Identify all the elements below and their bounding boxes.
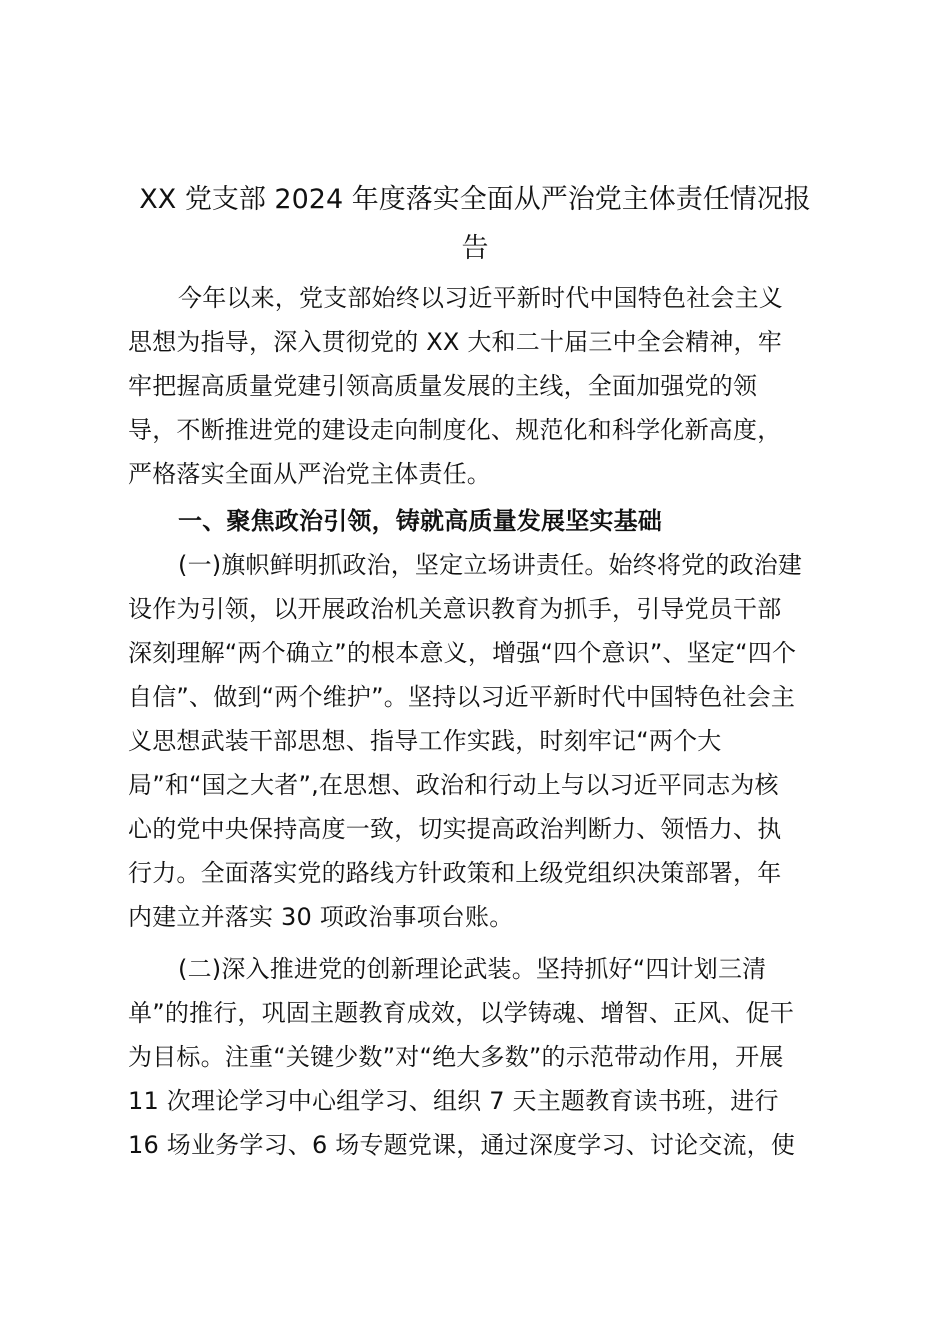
paragraph-line: 16 场业务学习、6 场专题党课，通过深度学习、讨论交流，使 xyxy=(128,1131,796,1159)
paragraph-line: 思想为指导，深入贯彻党的 XX 大和二十届三中全会精神，牢 xyxy=(128,328,782,356)
paragraph-line: 自信”、做到“两个维护”。坚持以习近平新时代中国特色社会主 xyxy=(128,683,796,711)
paragraph-line: 严格落实全面从严治党主体责任。 xyxy=(128,460,491,488)
paragraph-line: 为目标。注重“关键少数”对“绝大多数”的示范带动作用，开展 xyxy=(128,1043,784,1071)
paragraph-line: 义思想武装干部思想、指导工作实践，时刻牢记“两个大 xyxy=(128,727,722,755)
paragraph-line: 牢把握高质量党建引领高质量发展的主线，全面加强党的领 xyxy=(128,372,758,400)
paragraph-line: 局”和“国之大者”,在思想、政治和行动上与以习近平同志为核 xyxy=(128,771,779,799)
paragraph-line: (一)旗帜鲜明抓政治，坚定立场讲责任。始终将党的政治建 xyxy=(178,551,803,579)
section-heading: 一、聚焦政治引领，铸就高质量发展坚实基础 xyxy=(178,507,662,535)
paragraph-line: 行力。全面落实党的路线方针政策和上级党组织决策部署，年 xyxy=(128,859,782,887)
paragraph-line: 深刻理解“两个确立”的根本意义，增强“四个意识”、坚定“四个 xyxy=(128,639,797,667)
paragraph-line: 设作为引领，以开展政治机关意识教育为抓手，引导党员干部 xyxy=(128,595,782,623)
paragraph-line: 导，不断推进党的建设走向制度化、规范化和科学化新高度， xyxy=(128,416,782,444)
document-title-line-1: XX 党支部 2024 年度落实全面从严治党主体责任情况报 xyxy=(139,184,811,215)
paragraph-line: 11 次理论学习中心组学习、组织 7 天主题教育读书班，进行 xyxy=(128,1087,779,1115)
paragraph-line: 单”的推行，巩固主题教育成效，以学铸魂、增智、正风、促干 xyxy=(128,999,795,1027)
document-title-line-2: 告 xyxy=(461,233,489,264)
paragraph-line: 心的党中央保持高度一致，切实提高政治判断力、领悟力、执 xyxy=(128,815,782,843)
paragraph-line: 内建立并落实 30 项政治事项台账。 xyxy=(128,903,514,931)
paragraph-line: (二)深入推进党的创新理论武装。坚持抓好“四计划三清 xyxy=(178,955,767,983)
paragraph-line: 今年以来，党支部始终以习近平新时代中国特色社会主义 xyxy=(178,284,783,312)
